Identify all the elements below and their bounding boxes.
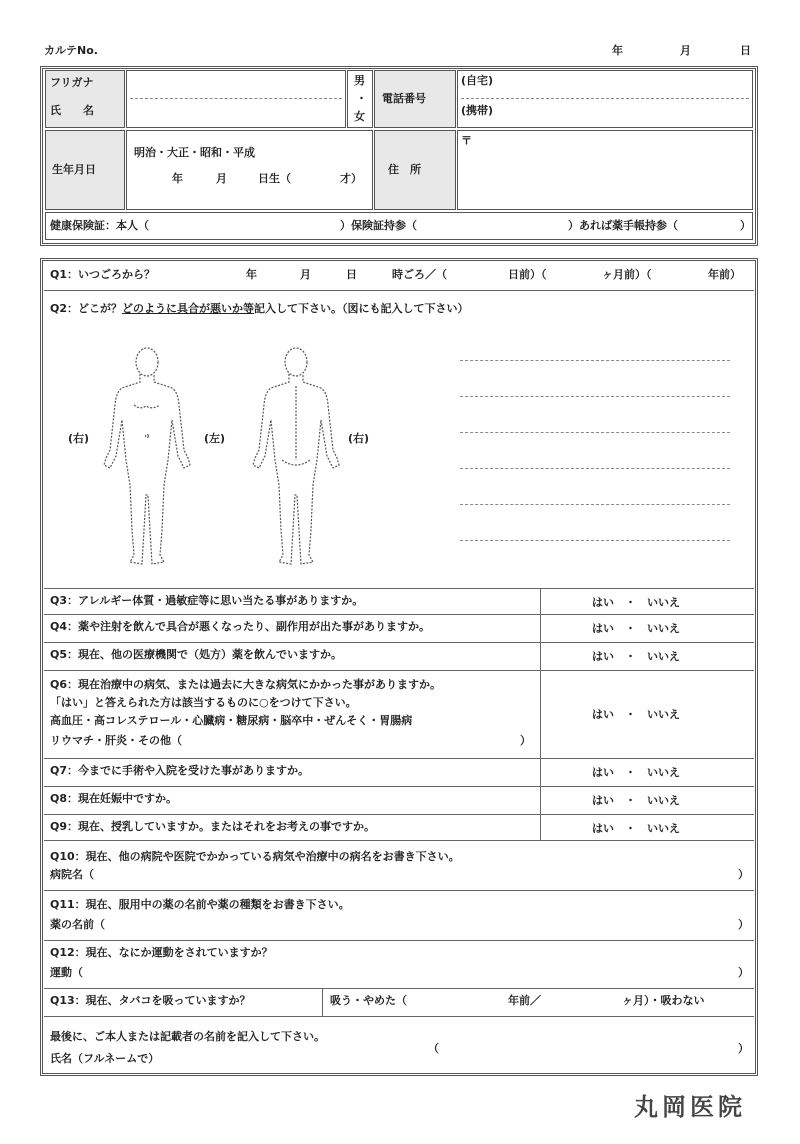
q10-sub-label[interactable]: 病院名（ xyxy=(50,868,94,881)
header-year-label: 年 xyxy=(612,44,623,57)
q1-label: Q1：いつごろから？ xyxy=(50,268,156,281)
address-label: 住 所 xyxy=(388,163,421,176)
q8-question: Q8：現在妊娠中ですか。 xyxy=(50,792,178,805)
q1-month: 月 xyxy=(300,268,311,281)
q6-line-2: 「はい」と答えられた方は該当するものに○をつけて下さい。 xyxy=(50,696,357,709)
q8-divider xyxy=(44,814,754,815)
closing-name-label: 氏名（フルネームで） xyxy=(50,1052,160,1065)
name-label: 氏 名 xyxy=(50,104,94,117)
sex-female[interactable]: 女 xyxy=(354,110,365,123)
q11-close: ） xyxy=(738,918,749,931)
phone-divider xyxy=(461,98,749,99)
dob-eras[interactable]: 明治・大正・昭和・平成 xyxy=(134,146,255,159)
q1-time: 時ごろ／（ xyxy=(392,268,447,281)
clinic-name: 丸岡医院 xyxy=(634,1093,746,1121)
furigana-divider xyxy=(130,98,342,99)
q9-divider xyxy=(44,840,754,841)
insurance-card[interactable]: ）保険証持参（ xyxy=(340,219,417,232)
q10-close: ） xyxy=(738,868,749,881)
q4-answer[interactable]: はい ・ いいえ xyxy=(592,622,680,635)
q10-divider xyxy=(44,890,754,891)
dob-day: 日生（ xyxy=(258,172,291,185)
name-field[interactable] xyxy=(126,70,346,128)
q12-question: Q12：現在、なにか運動をされていますか？ xyxy=(50,946,273,959)
q3-divider xyxy=(44,614,754,615)
q4-question: Q4：薬や注射を飲んで具合が悪くなったり、副作用が出た事がありますか。 xyxy=(50,620,431,633)
closing-instruction: 最後に、ご本人または記載者の名前を記入して下さい。 xyxy=(50,1030,325,1043)
q6-divider xyxy=(44,758,754,759)
q2-line-5[interactable] xyxy=(460,504,730,505)
front-right-label: (右) xyxy=(68,432,90,445)
q2-line-6[interactable] xyxy=(460,540,730,541)
q9-answer[interactable]: はい ・ いいえ xyxy=(592,822,680,835)
phone-home-label: (自宅) xyxy=(461,74,494,87)
q5-divider xyxy=(44,670,754,671)
dob-year: 年 xyxy=(172,172,183,185)
q5-answer[interactable]: はい ・ いいえ xyxy=(592,650,680,663)
phone-field[interactable] xyxy=(457,70,753,128)
q6-line-1: Q6：現在治療中の病気、または過去に大きな病気にかかった事がありますか。 xyxy=(50,678,442,691)
q6-answer[interactable]: はい ・ いいえ xyxy=(592,708,680,721)
q12-divider xyxy=(44,988,754,989)
q10-question: Q10：現在、他の病院や医院でかかっている病気や治療中の病名をお書き下さい。 xyxy=(50,850,460,863)
dob-age: 才） xyxy=(340,172,362,185)
q2-label-pre: Q2：どこが？ xyxy=(50,302,123,315)
q5-question: Q5：現在、他の医療機関で（処方）薬を飲んでいますか。 xyxy=(50,648,343,661)
q1-year: 年 xyxy=(246,268,257,281)
dob-label: 生年月日 xyxy=(52,163,96,176)
address-field[interactable] xyxy=(457,130,753,210)
q3-answer[interactable]: はい ・ いいえ xyxy=(592,596,680,609)
closing-close: ） xyxy=(738,1042,749,1055)
q1-day: 日 xyxy=(346,268,357,281)
back-right-label: (右) xyxy=(348,432,370,445)
q6-line-4[interactable]: リウマチ・肝炎・その他（ xyxy=(50,734,182,747)
q6-close: ） xyxy=(520,734,531,747)
q7-divider xyxy=(44,786,754,787)
q7-question: Q7：今までに手術や入院を受けた事がありますか。 xyxy=(50,764,310,777)
q2-divider xyxy=(44,588,754,589)
q13-end[interactable]: ヶ月）・吸わない xyxy=(622,994,705,1007)
header-day-label: 日 xyxy=(740,44,751,57)
sex-separator: ・ xyxy=(356,92,367,105)
q11-sub-label[interactable]: 薬の名前（ xyxy=(50,918,105,931)
insurance-close: ） xyxy=(740,219,751,232)
answer-column-divider xyxy=(540,588,541,840)
back-body-figure xyxy=(253,348,339,564)
q1-months-ago: ヶ月前）（ xyxy=(602,268,652,281)
body-diagram[interactable] xyxy=(60,330,400,580)
q2-label xyxy=(50,302,469,316)
q11-divider xyxy=(44,940,754,941)
q7-answer[interactable]: はい ・ いいえ xyxy=(592,766,680,779)
q1-divider xyxy=(44,290,754,291)
q12-sub-label[interactable]: 運動（ xyxy=(50,966,83,979)
q9-question: Q9：現在、授乳していますか。またはそれをお考えの事ですか。 xyxy=(50,820,376,833)
q11-question: Q11：現在、服用中の薬の名前や薬の種類をお書き下さい。 xyxy=(50,898,350,911)
sex-male[interactable]: 男 xyxy=(354,74,365,87)
insurance-self[interactable]: 健康保険証：本人（ xyxy=(50,219,149,232)
q1-years-ago: 年前） xyxy=(708,268,741,281)
q2-line-2[interactable] xyxy=(460,396,730,397)
q13-question: Q13：現在、タバコを吸っていますか？ xyxy=(50,994,251,1007)
q1-days-ago: 日前）（ xyxy=(508,268,547,281)
q13-answer-smoke[interactable]: 吸う・やめた（ xyxy=(330,994,407,1007)
q2-label-underlined: どのように具合が悪いか等 xyxy=(122,302,255,315)
q8-answer[interactable]: はい ・ いいえ xyxy=(592,794,680,807)
postal-mark: 〒 xyxy=(461,134,472,147)
front-left-label: (左) xyxy=(204,432,226,445)
q12-close: ） xyxy=(738,966,749,979)
q13-divider-vertical xyxy=(322,988,323,1016)
phone-mobile-label: (携帯) xyxy=(461,104,494,117)
q2-line-1[interactable] xyxy=(460,360,730,361)
q3-question: Q3：アレルギー体質・過敏症等に思い当たる事がありますか。 xyxy=(50,594,364,607)
q2-line-3[interactable] xyxy=(460,432,730,433)
dob-field[interactable] xyxy=(126,130,373,210)
q6-line-3[interactable]: 高血圧・高コレステロール・心臓病・糖尿病・脳卒中・ぜんそく・胃腸病 xyxy=(50,714,413,727)
closing-open[interactable]: （ xyxy=(428,1042,439,1055)
dob-month: 月 xyxy=(216,172,227,185)
header-month-label: 月 xyxy=(680,44,691,57)
q2-line-4[interactable] xyxy=(460,468,730,469)
chart-number-label: カルテNo. xyxy=(44,44,98,57)
furigana-label: フリガナ xyxy=(50,76,94,89)
q13-years: 年前／ xyxy=(508,994,541,1007)
medicine-notebook[interactable]: ）あれば薬手帳持参（ xyxy=(568,219,678,232)
phone-label: 電話番号 xyxy=(382,92,426,105)
q4-divider xyxy=(44,642,754,643)
q13-divider xyxy=(44,1016,754,1017)
q2-label-post: 記入して下さい。（図にも記入して下さい） xyxy=(254,302,469,315)
front-body-figure xyxy=(104,348,190,564)
